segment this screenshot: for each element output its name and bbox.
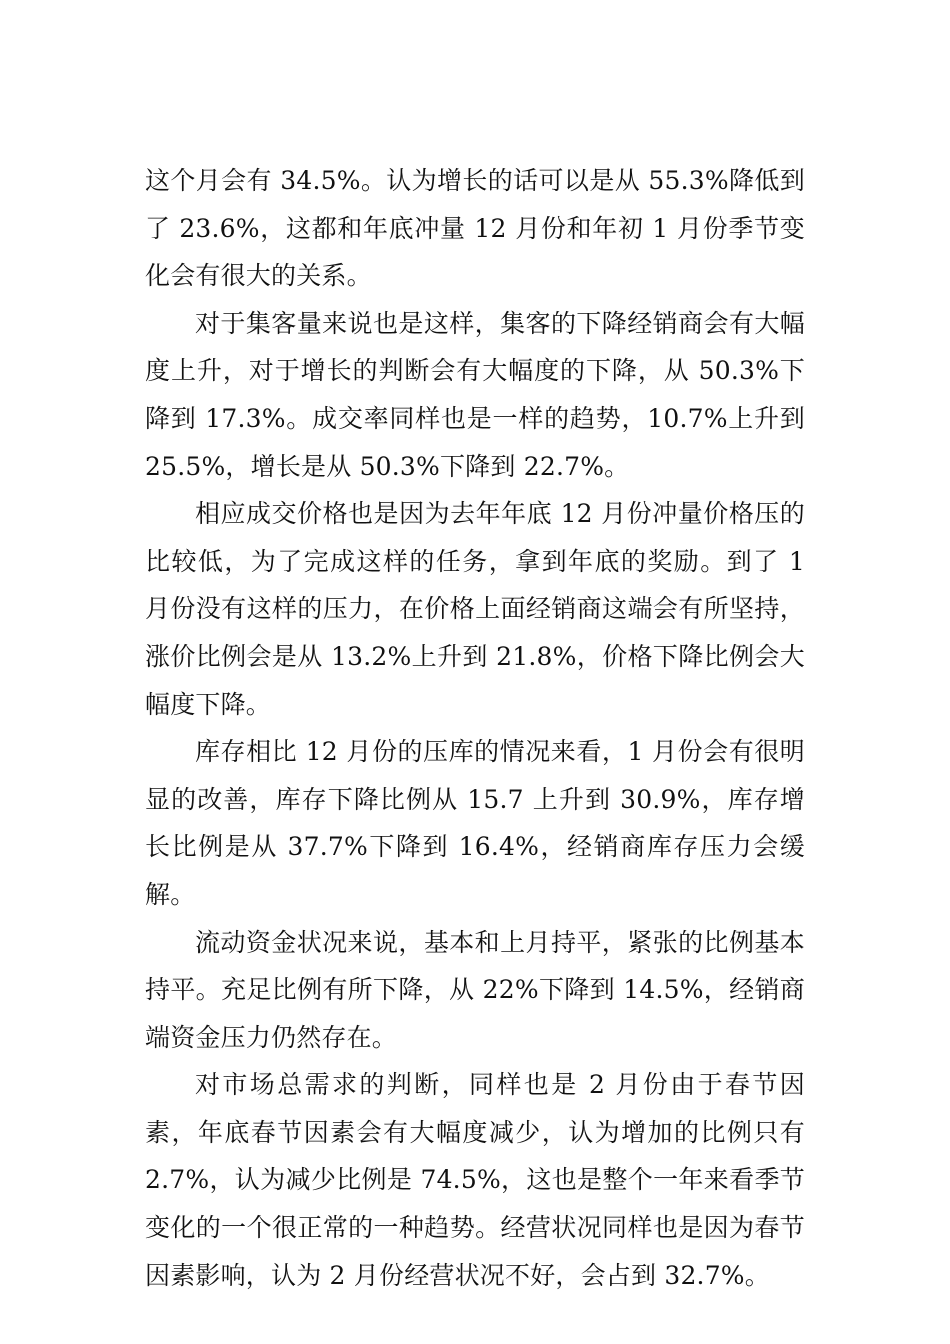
paragraph-working-capital: 流动资金状况来说，基本和上月持平，紧张的比例基本持平。充足比例有所下降，从 22%下降到 14.5%，经销商端资金压力仍然存在。: [145, 927, 805, 1052]
paragraph-customer-traffic: 对于集客量来说也是这样，集客的下降经销商会有大幅度上升，对于增长的判断会有大幅度的下降，从 50.3%下降到 17.3%。成交率同样也是一样的趋势，10.7%上升到 25.5%，增长是从 50.3%下降到 22.7%。: [145, 308, 805, 481]
paragraph-transaction-price: 相应成交价格也是因为去年年底 12 月份冲量价格压的比较低，为了完成这样的任务，拿到年底的奖励。到了 1 月份没有这样的压力，在价格上面经销商这端会有所坚持，涨价比例会是从 13.2%上升到 21.8%，价格下降比例会大幅度下降。: [145, 499, 805, 719]
document-body: [145, 157, 805, 1299]
paragraph-market-demand: 对市场总需求的判断，同样也是 2 月份由于春节因素，年底春节因素会有大幅度减少，认为增加的比例只有 2.7%，认为减少比例是 74.5%，这也是整个一年来看季节变化的一个很正常的一种趋势。经营状况同样也是因为春节因素影响，认为 2 月份经营状况不好，会占到 32.7%。: [145, 1070, 805, 1290]
paragraph-continued: 这个月会有 34.5%。认为增长的话可以是从 55.3%降低到了 23.6%，这都和年底冲量 12 月份和年初 1 月份季节变化会有很大的关系。: [145, 166, 805, 291]
paragraph-inventory: 库存相比 12 月份的压库的情况来看，1 月份会有很明显的改善，库存下降比例从 15.7 上升到 30.9%，库存增长比例是从 37.7%下降到 16.4%，经销商库存压力会缓解。: [145, 737, 805, 909]
